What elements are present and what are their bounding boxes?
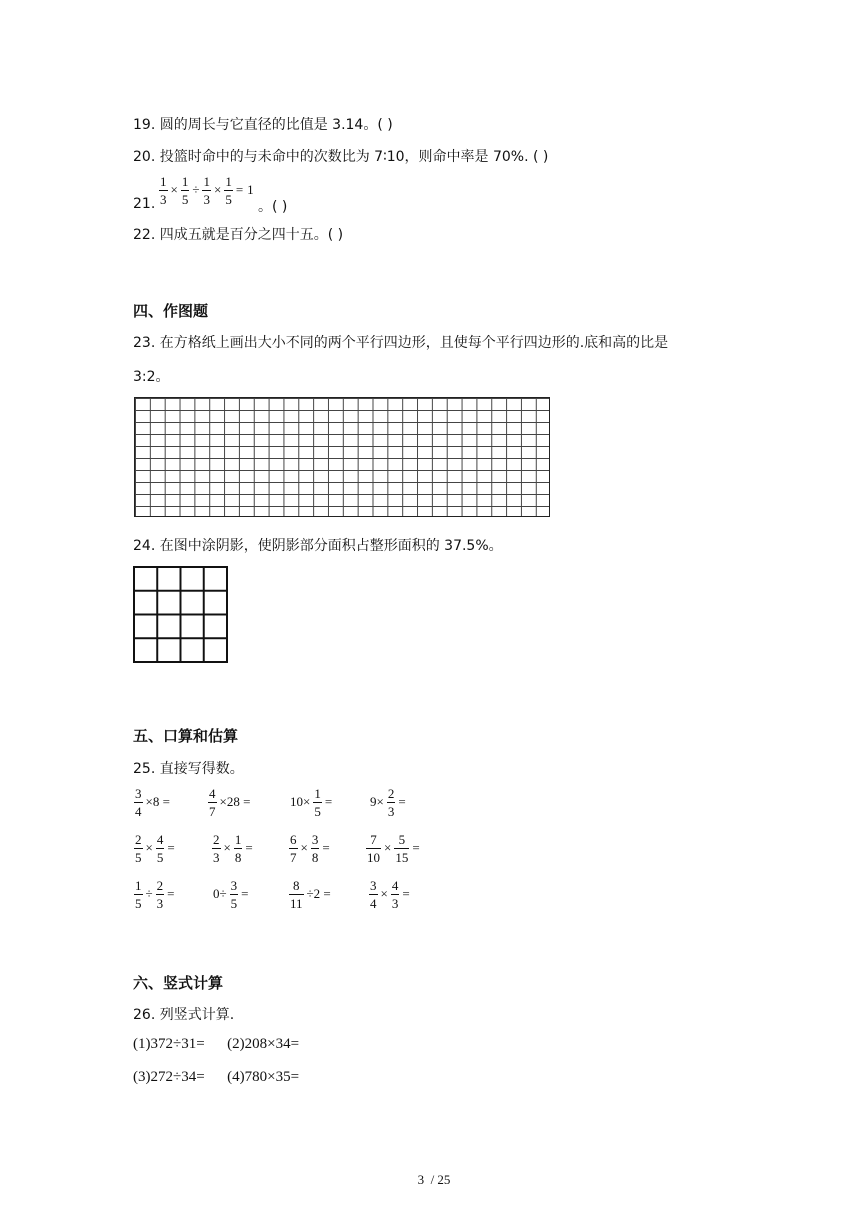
oral-calc-12: $\frac{3}{4}$ × $\frac{4}{3}$ =: [370, 877, 410, 911]
oral-calc-1: $\frac{3}{4}$ ×8 =: [135, 785, 170, 819]
question-20: 20. 投篮时命中的与未命中的次数比为 7∶10，则命中率是 70%. ( ): [133, 149, 549, 165]
question-19: 19. 圆的周长与它直径的比值是 3.14。( ): [133, 117, 393, 133]
vertical-calc-row-1: (1)372÷31= (2)208×34=: [133, 1036, 300, 1052]
oral-calc-2: $\frac{4}{7}$ ×28 =: [209, 785, 251, 819]
oral-calc-7: $\frac{6}{7}$ × $\frac{3}{8}$ =: [290, 831, 330, 865]
question-24: 24. 在图中涂阴影，使阴影部分面积占整形面积的 37.5%。: [133, 538, 503, 554]
oral-calc-6: $\frac{2}{3}$ × $\frac{1}{8}$ =: [213, 831, 253, 865]
section-4-title: 四、作图题: [133, 302, 209, 320]
oral-calc-8: $\frac{7}{10}$ × $\frac{5}{15}$ =: [367, 831, 420, 865]
oral-calc-4: 9× $\frac{2}{3}$ =: [370, 785, 406, 819]
question-25: 25. 直接写得数。: [133, 761, 244, 777]
vertical-calc-row-2: (3)272÷34= (4)780×35=: [133, 1069, 300, 1085]
oral-calc-9: $\frac{1}{5}$ ÷ $\frac{2}{3}$ =: [135, 877, 175, 911]
question-26: 26. 列竖式计算.: [133, 1007, 235, 1023]
oral-calc-5: $\frac{2}{5}$ × $\frac{4}{5}$ =: [135, 831, 175, 865]
question-21-expression: $\frac{1}{3}$ × $\frac{1}{5}$ ÷ $\frac{1}{3}$ × $\frac{1}{5}$ = 1: [160, 173, 254, 207]
page-number: 3 / 25: [417, 1172, 451, 1187]
graph-paper-grid[interactable]: [134, 397, 550, 517]
question-23-line2: 3:2。: [133, 369, 170, 385]
question-22: 22. 四成五就是百分之四十五。( ): [133, 227, 344, 243]
question-21-number: 21.: [133, 196, 156, 212]
section-6-title: 六、竖式计算: [133, 974, 224, 992]
oral-calc-10: 0÷ $\frac{3}{5}$ =: [213, 877, 249, 911]
question-21-blank: 。( ): [258, 199, 288, 215]
section-5-title: 五、口算和估算: [133, 727, 239, 745]
oral-calc-3: 10× $\frac{1}{5}$ =: [290, 785, 333, 819]
square-grid-4x4[interactable]: [133, 566, 228, 663]
question-23-line1: 23. 在方格纸上画出大小不同的两个平行四边形，且使每个平行四边形的.底和高的比是: [133, 335, 669, 351]
oral-calc-11: $\frac{8}{11}$ ÷2 =: [290, 877, 331, 911]
